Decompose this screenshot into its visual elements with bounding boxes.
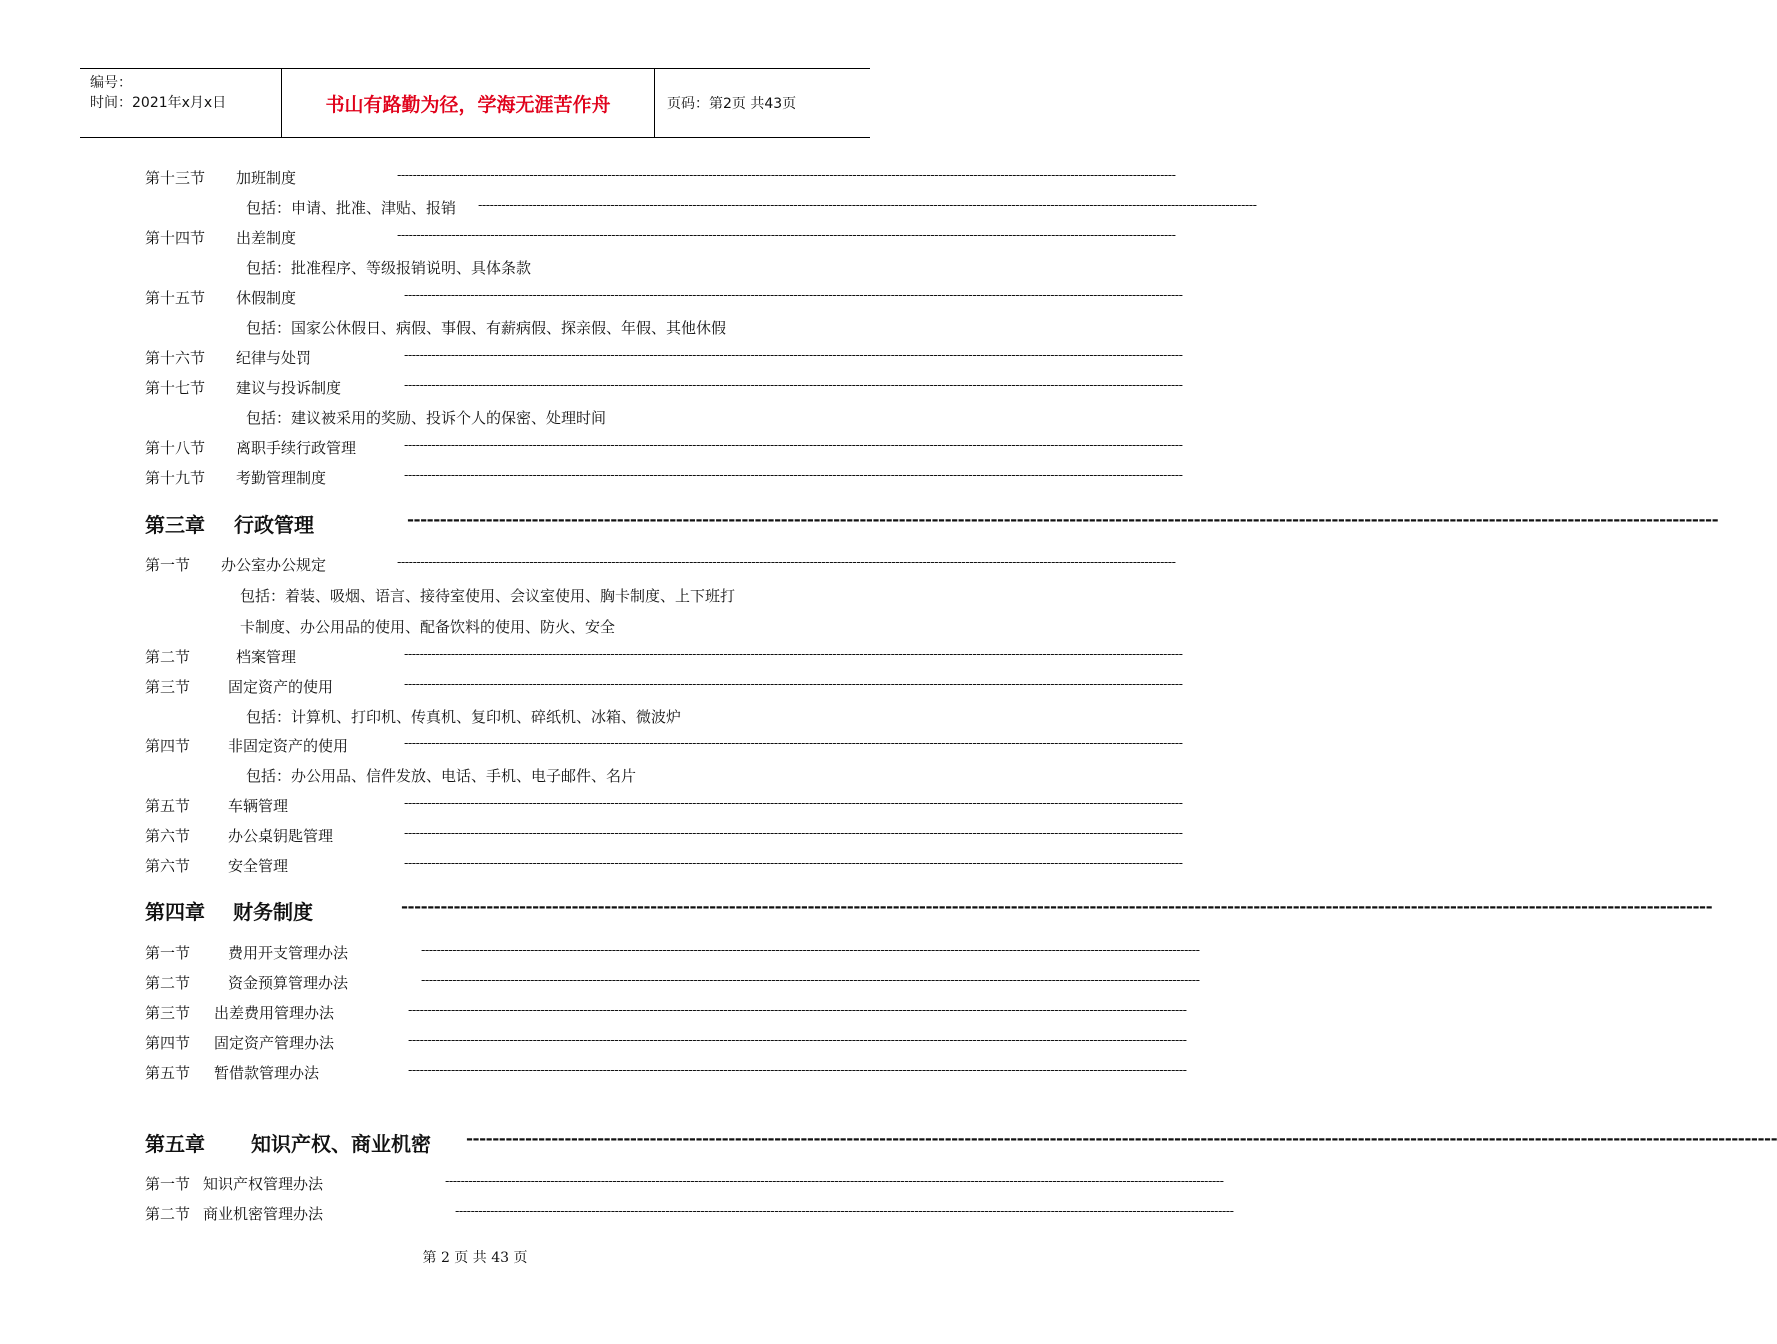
header-meta [80,69,282,137]
leader-dashes: -------------------------------------------------------------------------------------------------------------------------------------------------------------------------------------------------------- [397,168,1176,183]
section-label: 第一节 [145,944,191,962]
section-title: 考勤管理制度 [236,469,327,487]
section-label: 第四节 [145,1034,191,1052]
section-title: 加班制度 [236,169,297,187]
chapter-leader-dashes: -------------------------------------------------------------------------------------------------------------------------------------------------------------------------------------------------------- [407,510,1719,530]
section-title: 费用开支管理办法 [228,944,349,962]
chapter-label: 第五章 [145,1132,205,1156]
document-header [80,68,870,138]
section-title: 固定资产管理办法 [214,1034,335,1052]
section-label: 第三节 [145,678,191,696]
leader-dashes: -------------------------------------------------------------------------------------------------------------------------------------------------------------------------------------------------------- [421,943,1200,958]
section-label: 第十六节 [145,349,206,367]
section-label: 第十七节 [145,379,206,397]
leader-dashes: -------------------------------------------------------------------------------------------------------------------------------------------------------------------------------------------------------- [397,228,1176,243]
section-label: 第二节 [145,648,191,666]
section-label: 包括：申请、批准、津贴、报销 [246,199,457,217]
section-title: 车辆管理 [228,797,289,815]
header-page-info: 页码：第2页 共43页 [667,96,797,112]
section-label: 第二节 [145,1205,191,1223]
section-title: 出差费用管理办法 [214,1004,335,1022]
section-title: 办公室办公规定 [221,556,327,574]
section-title: 知识产权管理办法 [203,1175,324,1193]
section-label: 第五节 [145,1064,191,1082]
section-label: 包括：建议被采用的奖励、投诉个人的保密、处理时间 [246,409,607,427]
leader-dashes: -------------------------------------------------------------------------------------------------------------------------------------------------------------------------------------------------------- [397,555,1176,570]
section-label: 包括：计算机、打印机、传真机、复印机、碎纸机、冰箱、微波炉 [246,708,682,726]
chapter-title: 财务制度 [233,900,313,924]
leader-dashes: -------------------------------------------------------------------------------------------------------------------------------------------------------------------------------------------------------- [404,378,1183,393]
chapter-title: 知识产权、商业机密 [251,1132,431,1156]
leader-dashes: -------------------------------------------------------------------------------------------------------------------------------------------------------------------------------------------------------- [445,1174,1224,1189]
section-label: 第十三节 [145,169,206,187]
section-label: 第二节 [145,974,191,992]
section-title: 休假制度 [236,289,297,307]
leader-dashes: -------------------------------------------------------------------------------------------------------------------------------------------------------------------------------------------------------- [408,1063,1187,1078]
section-title: 档案管理 [236,648,297,666]
leader-dashes: -------------------------------------------------------------------------------------------------------------------------------------------------------------------------------------------------------- [404,288,1183,303]
section-title: 暂借款管理办法 [214,1064,320,1082]
page-footer: 第 2 页 共 43 页 [422,1250,528,1266]
section-title: 固定资产的使用 [228,678,334,696]
header-motto: 书山有路勤为径，学海无涯苦作舟 [282,69,655,137]
section-title: 非固定资产的使用 [228,737,349,755]
leader-dashes: -------------------------------------------------------------------------------------------------------------------------------------------------------------------------------------------------------- [404,677,1183,692]
leader-dashes: -------------------------------------------------------------------------------------------------------------------------------------------------------------------------------------------------------- [404,826,1183,841]
section-title: 建议与投诉制度 [236,379,342,397]
section-title: 安全管理 [228,857,289,875]
chapter-leader-dashes: -------------------------------------------------------------------------------------------------------------------------------------------------------------------------------------------------------- [466,1129,1777,1149]
leader-dashes: -------------------------------------------------------------------------------------------------------------------------------------------------------------------------------------------------------- [478,198,1257,213]
time-label: 时间：2021年x月x日 [90,95,227,111]
leader-dashes: -------------------------------------------------------------------------------------------------------------------------------------------------------------------------------------------------------- [404,348,1183,363]
chapter-label: 第四章 [145,900,205,924]
section-title: 资金预算管理办法 [228,974,349,992]
chapter-title: 行政管理 [234,513,314,537]
leader-dashes: -------------------------------------------------------------------------------------------------------------------------------------------------------------------------------------------------------- [404,856,1183,871]
leader-dashes: -------------------------------------------------------------------------------------------------------------------------------------------------------------------------------------------------------- [408,1003,1187,1018]
section-title: 办公桌钥匙管理 [228,827,334,845]
section-label: 第一节 [145,1175,191,1193]
section-label: 包括：办公用品、信件发放、电话、手机、电子邮件、名片 [246,767,637,785]
section-title: 离职手续行政管理 [236,439,357,457]
leader-dashes: -------------------------------------------------------------------------------------------------------------------------------------------------------------------------------------------------------- [455,1204,1234,1219]
number-label: 编号： [90,75,132,91]
leader-dashes: -------------------------------------------------------------------------------------------------------------------------------------------------------------------------------------------------------- [408,1033,1187,1048]
section-label: 卡制度、办公用品的使用、配备饮料的使用、防火、安全 [240,618,616,636]
section-label: 第六节 [145,857,191,875]
leader-dashes: -------------------------------------------------------------------------------------------------------------------------------------------------------------------------------------------------------- [404,468,1183,483]
leader-dashes: -------------------------------------------------------------------------------------------------------------------------------------------------------------------------------------------------------- [404,736,1183,751]
section-title: 纪律与处罚 [236,349,312,367]
section-label: 第六节 [145,827,191,845]
leader-dashes: -------------------------------------------------------------------------------------------------------------------------------------------------------------------------------------------------------- [404,796,1183,811]
section-label: 第十九节 [145,469,206,487]
section-label: 第一节 [145,556,191,574]
section-label: 包括：着装、吸烟、语言、接待室使用、会议室使用、胸卡制度、上下班打 [240,587,736,605]
section-label: 第十八节 [145,439,206,457]
leader-dashes: -------------------------------------------------------------------------------------------------------------------------------------------------------------------------------------------------------- [404,438,1183,453]
section-label: 第三节 [145,1004,191,1022]
section-title: 商业机密管理办法 [203,1205,324,1223]
section-label: 第十四节 [145,229,206,247]
chapter-label: 第三章 [145,513,205,537]
section-title: 出差制度 [236,229,297,247]
section-label: 第十五节 [145,289,206,307]
section-label: 第五节 [145,797,191,815]
section-label: 包括：国家公休假日、病假、事假、有薪病假、探亲假、年假、其他休假 [246,319,727,337]
chapter-leader-dashes: -------------------------------------------------------------------------------------------------------------------------------------------------------------------------------------------------------- [401,897,1713,917]
leader-dashes: -------------------------------------------------------------------------------------------------------------------------------------------------------------------------------------------------------- [404,647,1183,662]
leader-dashes: -------------------------------------------------------------------------------------------------------------------------------------------------------------------------------------------------------- [421,973,1200,988]
section-label: 第四节 [145,737,191,755]
section-label: 包括：批准程序、等级报销说明、具体条款 [246,259,532,277]
